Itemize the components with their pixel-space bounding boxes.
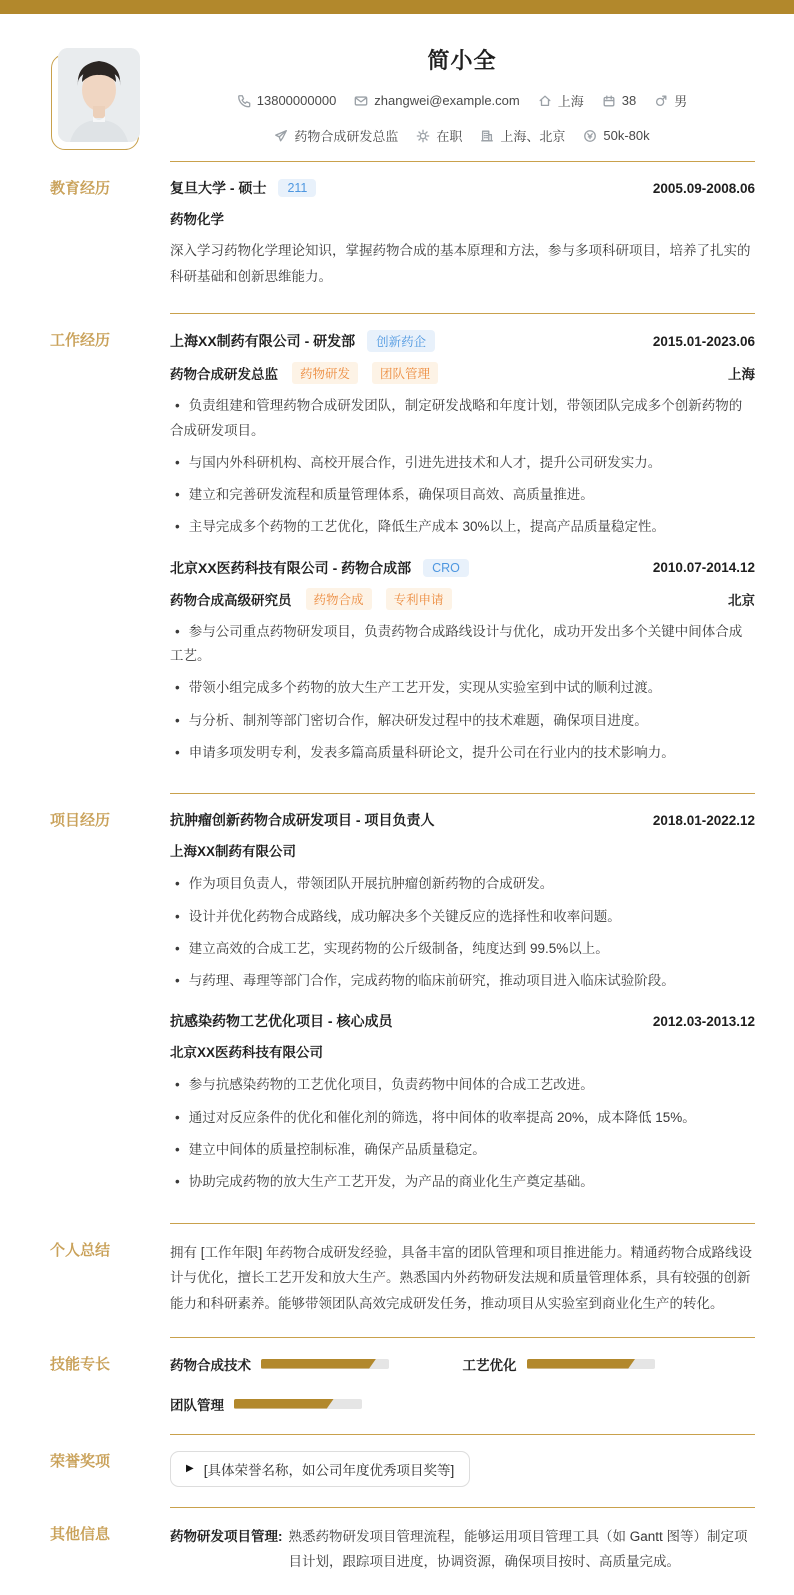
section-other	[0, 1507, 794, 1595]
contact-age	[602, 93, 636, 108]
project-bullet: • 设计并优化药物合成路线，成功解决多个关键反应的选择性和收率问题。	[170, 905, 755, 929]
other-info-item	[170, 1524, 755, 1575]
skill-bar	[234, 1399, 362, 1409]
section-honors	[0, 1434, 794, 1507]
contact-position	[274, 126, 398, 145]
company-badge: 创新药企	[367, 330, 435, 352]
project-bullet: • 建立高效的合成工艺，实现药物的公斤级制备，纯度达到 99.5%以上。	[170, 937, 755, 961]
work-bullet: • 建立和完善研发流程和质量管理体系，确保项目高效、高质量推进。	[170, 483, 755, 507]
city-value: 上海	[557, 94, 584, 109]
age-icon	[602, 94, 616, 108]
project-bullet: • 建立中间体的质量控制标准，确保产品质量稳定。	[170, 1138, 755, 1162]
project-entry	[170, 1011, 755, 1194]
email-value: zhangwei@example.com	[374, 93, 520, 108]
section-title-skills: 技能专长	[50, 1355, 111, 1373]
skill-item	[463, 1354, 756, 1374]
work-dates: 2010.07-2014.12	[652, 560, 755, 576]
contact-email	[354, 93, 519, 108]
contact-target-cities	[480, 126, 565, 145]
section-education	[0, 161, 794, 313]
company-badge: CRO	[423, 559, 469, 577]
position-value: 药物合成研发总监	[294, 129, 399, 144]
skill-item	[170, 1394, 463, 1414]
honor-text: [具体荣誉名称，如公司年度优秀项目奖等]	[203, 1462, 455, 1478]
project-title: 抗感染药物工艺优化项目 - 核心成员	[170, 1013, 393, 1030]
resume-header	[0, 14, 794, 161]
status-value: 在职	[436, 129, 463, 144]
section-title-work: 工作经历	[50, 332, 111, 350]
work-entry	[170, 330, 755, 539]
summary-text: 拥有 [工作年限] 年药物合成研发经验，具备丰富的团队管理和项目推进能力。精通药物合成路线设计与优化，擅长工艺开发和放大生产。熟悉国内外药物研发法规和质量管理体系，具有较强的创新能力和科研素养。能够带领团队高效完成研发任务，推动项目从实验室到商业化生产的转化。	[170, 1244, 753, 1311]
section-title-education: 教育经历	[50, 180, 111, 197]
project-bullet: • 协助完成药物的放大生产工艺开发，为产品的商业化生产奠定基础。	[170, 1170, 755, 1194]
skill-bar	[527, 1359, 655, 1369]
project-bullet: • 参与抗感染药物的工艺优化项目，负责药物中间体的合成工艺改进。	[170, 1073, 755, 1097]
contact-salary	[583, 128, 649, 143]
mail-icon	[354, 94, 368, 108]
skill-name: 工艺优化	[462, 1357, 517, 1373]
profile-photo-frame	[58, 48, 140, 142]
work-bullet: • 主导完成多个药物的工艺优化，降低生产成本 30%以上，提高产品质量稳定性。	[170, 515, 755, 539]
other-info-text: 熟悉药物研发项目管理流程，能够运用项目管理工具（如 Gantt 图等）制定项目计划，跟踪项目进度，协调资源，确保项目按时、高质量完成。	[288, 1528, 748, 1570]
phone-icon	[237, 94, 251, 108]
job-tag: 团队管理	[372, 362, 438, 384]
education-dates: 2005.09-2008.06	[652, 180, 755, 196]
contact-city	[538, 91, 584, 110]
project-bullet: • 通过对反应条件的优化和催化剂的筛选，将中间体的收率提高 20%，成本降低 15%。	[170, 1106, 755, 1130]
building-icon	[480, 129, 494, 143]
project-dates: 2012.03-2013.12	[652, 1013, 755, 1029]
skill-bar	[261, 1359, 389, 1369]
avatar	[58, 48, 140, 142]
gender-value: 男	[674, 94, 688, 109]
target-cities-value: 上海、北京	[500, 129, 566, 144]
section-work	[0, 313, 794, 793]
work-bullet: • 与国内外科研机构、高校开展合作，引进先进技术和人才，提升公司研发实力。	[170, 451, 755, 475]
gender-icon	[654, 94, 668, 108]
project-bullet: • 作为项目负责人，带领团队开展抗肿瘤创新药物的合成研发。	[170, 872, 755, 896]
job-title: 药物合成高级研究员	[170, 592, 292, 608]
section-title-projects: 项目经历	[50, 812, 111, 830]
expand-arrow-icon: ▶	[186, 1463, 194, 1475]
honor-item[interactable]	[170, 1451, 470, 1487]
contact-phone	[237, 93, 337, 108]
skill-item	[170, 1354, 463, 1374]
home-icon	[538, 94, 552, 108]
age-value: 38	[621, 93, 637, 108]
work-bullet: • 带领小组完成多个药物的放大生产工艺开发，实现从实验室到中试的顺利过渡。	[170, 676, 755, 700]
job-title: 药物合成研发总监	[170, 367, 278, 383]
work-location: 北京	[728, 592, 755, 608]
skill-name: 药物合成技术	[170, 1357, 251, 1373]
education-entry	[170, 178, 755, 289]
skill-name: 团队管理	[170, 1397, 224, 1413]
contact-row-2	[170, 126, 754, 145]
work-bullet: • 参与公司重点药物研发项目，负责药物合成路线设计与优化，成功开发出多个关键中间体合成工艺。	[170, 620, 755, 669]
profile-photo	[58, 48, 140, 142]
section-title-summary: 个人总结	[50, 1241, 111, 1259]
status-icon	[416, 129, 430, 143]
contact-row-1	[170, 91, 754, 110]
work-location: 上海	[728, 367, 755, 383]
company-name: 上海XX制药有限公司 - 研发部	[170, 333, 356, 350]
top-accent-bar	[0, 0, 794, 14]
job-tag: 药物研发	[292, 362, 358, 384]
section-projects	[0, 793, 794, 1222]
section-summary	[0, 1223, 794, 1337]
salary-value: 50k-80k	[603, 128, 650, 143]
school-degree: 复旦大学 - 硕士	[170, 180, 267, 196]
job-tag: 专利申请	[386, 588, 452, 610]
project-dates: 2018.01-2022.12	[652, 812, 755, 828]
education-description: 深入学习药物化学理论知识，掌握药物合成的基本原理和方法，参与多项科研项目，培养了扎实的科研基础和创新思维能力。	[170, 243, 751, 284]
other-info-label: 药物研发项目管理:	[170, 1528, 283, 1544]
project-bullet: • 与药理、毒理等部门合作，完成药物的临床前研究，推动项目进入临床试验阶段。	[170, 969, 755, 993]
section-title-honors: 荣誉奖项	[50, 1452, 111, 1470]
school-badge: 211	[278, 179, 316, 197]
contact-status	[416, 126, 462, 145]
work-dates: 2015.01-2023.06	[652, 333, 755, 349]
job-tag: 药物合成	[306, 588, 372, 610]
salary-icon	[583, 129, 597, 143]
candidate-name: 简小全	[427, 48, 497, 73]
work-bullet: • 与分析、制剂等部门密切合作，解决研发过程中的技术难题，确保项目进度。	[170, 709, 755, 733]
work-entry	[170, 558, 755, 765]
project-company: 北京XX医药科技有限公司	[170, 1045, 324, 1061]
phone-value: 13800000000	[256, 93, 337, 108]
project-title: 抗肿瘤创新药物合成研发项目 - 项目负责人	[170, 812, 435, 829]
company-name: 北京XX医药科技有限公司 - 药物合成部	[170, 559, 412, 576]
briefcase-icon	[274, 129, 288, 143]
section-title-other: 其他信息	[50, 1525, 111, 1543]
work-bullet: • 负责组建和管理药物合成研发团队，制定研发战略和年度计划，带领团队完成多个创新药物的合成研发项目。	[170, 394, 755, 443]
education-major: 药物化学	[170, 212, 224, 227]
project-entry	[170, 810, 755, 993]
contact-gender	[654, 91, 687, 110]
work-bullet: • 申请多项发明专利，发表多篇高质量科研论文，提升公司在行业内的技术影响力。	[170, 741, 755, 765]
project-company: 上海XX制药有限公司	[170, 844, 297, 860]
section-skills	[0, 1337, 794, 1434]
